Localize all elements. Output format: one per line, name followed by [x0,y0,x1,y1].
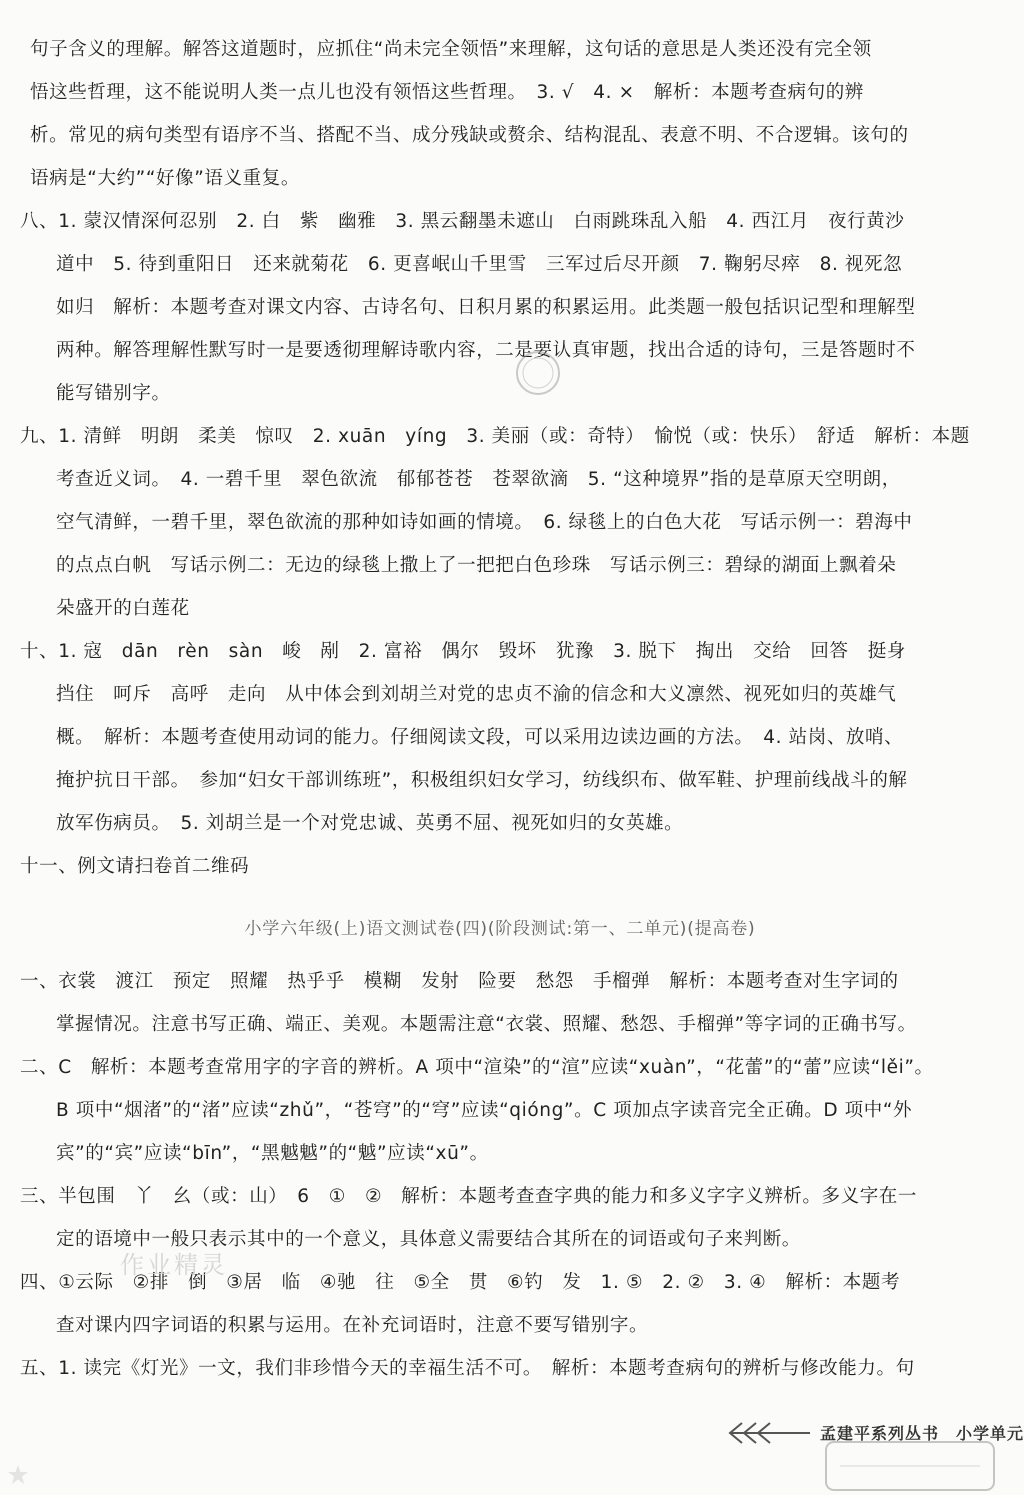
text-line: 朵盛开的白莲花 [56,598,190,619]
star-icon [6,1463,30,1487]
watermark: 作业精灵 [120,1251,228,1279]
answer-five-heading-line: 五、1. 读完《灯光》一文，我们非珍惜今天的幸福生活不可。 解析：本题考查病句的辨析与修改能力。句 [20,1358,915,1379]
answer-ten-heading-line: 十、1. 寇 dān rèn sàn 峻 剐 2. 富裕 偶尔 毁坏 犹豫 3. 脱下 掏出 交给 回答 挺身 [20,641,906,662]
text-line: 如归 解析：本题考查对课文内容、古诗名句、日积月累的积累运用。此类题一般包括识记型和理解型 [56,297,916,318]
text-line: 定的语境中一般只表示其中的一个意义，具体意义需要结合其所在的词语或句子来判断。 [56,1229,801,1250]
text-line: 句子含义的理解。解答这道题时，应抓住“尚未完全领悟”来理解，这句话的意思是人类还没有完全领 [30,39,872,60]
text-line: 考查近义词。 4. 一碧千里 翠色欲流 郁郁苍苍 苍翠欲滴 5. “这种境界”指的是草原天空明朗， [56,469,901,490]
text-line: 掩护抗日干部。 参加“妇女干部训练班”，积极组织妇女学习，纺线织布、做军鞋、护理前线战斗的解 [56,770,908,791]
text-line: 道中 5. 待到重阳日 还来就菊花 6. 更喜岷山千里雪 三军过后尽开颜 7. 鞠躬尽瘁 8. 视死忽 [56,254,903,275]
text-line: 掌握情况。注意书写正确、端正、美观。本题需注意“衣裳、照耀、愁怨、手榴弹”等字词的正确书写。 [56,1014,917,1035]
answer-four-heading-line: 四、①云际 ②排 倒 ③居 临 ④驰 往 ⑤全 贯 ⑥钓 发 1. ⑤ 2. ② 3. ④ 解析：本题考 [20,1272,901,1293]
answer-one-heading-line: 一、衣裳 渡江 预定 照耀 热乎乎 模糊 发射 险要 愁怨 手榴弹 解析：本题考查对生字词的 [20,971,899,992]
text-line: 查对课内四字词语的积累与运用。在补充词语时，注意不要写错别字。 [56,1315,649,1336]
site-logo-icon [820,1438,1000,1495]
answer-eleven-line: 十一、例文请扫卷首二维码 [20,856,250,877]
text-line: 两种。解答理解性默写时一是要透彻理解诗歌内容，二是要认真审题，找出合适的诗句，三是答题时不 [56,340,916,361]
text-line: 空气清鲜，一碧千里，翠色欲流的那种如诗如画的情境。 6. 绿毯上的白色大花 写话示例一：碧海中 [56,512,913,533]
text-line: 的点点白帆 写话示例二：无边的绿毯上撒上了一把把白色珍珠 写话示例三：碧绿的湖面上飘着朵 [56,555,897,576]
answer-two-heading-line: 二、C 解析：本题考查常用字的字音的辨析。A 项中“渲染”的“渲”应读“xuàn”，“花蕾”的“蕾”应读“lěi”。 [20,1057,934,1078]
text-line: 能写错别字。 [56,383,171,404]
answer-three-heading-line: 三、半包围 丫 幺（或：山） 6 ① ② 解析：本题考查查字典的能力和多义字字义辨析。多义字在一 [20,1186,917,1207]
text-line: 析。常见的病句类型有语序不当、搭配不当、成分残缺或赘余、结构混乱、表意不明、不合逻辑。该句的 [30,125,909,146]
text-line: 概。 解析：本题考查使用动词的能力。仔细阅读文段，可以采用边读边画的方法。 4. 站岗、放哨、 [56,727,904,748]
text-line: 语病是“大约”“好像”语义重复。 [30,168,300,189]
footer-series-title: 孟建平系列丛书 小学单元 [820,1424,1024,1443]
text-line: 宾”的“宾”应读“bīn”，“黑魆魆”的“魆”应读“xū”。 [56,1143,489,1164]
stamp-icon [513,348,563,398]
text-line: 悟这些哲理，这不能说明人类一点儿也没有领悟这些哲理。 3. √ 4. × 解析：本题考查病句的辨 [30,82,864,103]
test-paper-title: 小学六年级(上)语文测试卷(四)(阶段测试:第一、二单元)(提高卷) [244,919,756,939]
answer-nine-heading-line: 九、1. 清鲜 明朗 柔美 惊叹 2. xuān yíng 3. 美丽（或：奇特） 愉悦（或：快乐） 舒适 解析：本题 [20,426,970,447]
arrow-icon [726,1418,812,1448]
text-line: 放军伤病员。 5. 刘胡兰是一个对党忠诚、英勇不屈、视死如归的女英雄。 [56,813,684,834]
text-line: 挡住 呵斥 高呼 走向 从中体会到刘胡兰对党的忠贞不渝的信念和大义凛然、视死如归的英雄气 [56,684,897,705]
text-line: B 项中“烟渚”的“渚”应读“zhǔ”，“苍穹”的“穹”应读“qióng”。C 项加点字读音完全正确。D 项中“外 [56,1100,913,1121]
answer-eight-heading-line: 八、1. 蒙汉情深何忍别 2. 白 紫 幽雅 3. 黑云翻墨未遮山 白雨跳珠乱入船 4. 西江月 夜行黄沙 [20,211,905,232]
